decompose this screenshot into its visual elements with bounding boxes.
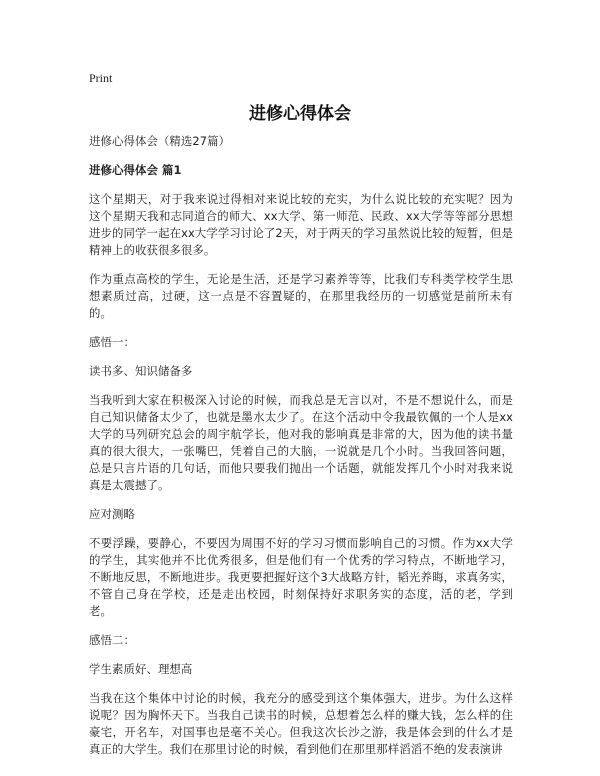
subtitle: 进修心得体会（精选27篇）	[89, 134, 231, 148]
section-heading: 进修心得体会 篇1	[89, 163, 182, 177]
paragraph: 应对测略	[89, 507, 135, 521]
paragraph: 当我听到大家在积极深入讨论的时候，而我总是无言以对，不是不想说什么，而是自己知识储备太少了，也就是墨水太少了。在这个活动中令我最钦佩的一个人是xx大学的马列研究总会的周宇航学长，他对我的影响真是非常的大，因为他的读书量真的很大很大，一张嘴巴，凭着自己的大脑，一说就是几个小时。当我回答问题，总是只言片语的几句话，而他只要我们抛出一个话题，就能发挥几个小时对我来说真是太震撼了。	[89, 393, 513, 492]
paragraph: 感悟一：	[89, 335, 135, 349]
paragraph: 感悟二：	[89, 633, 135, 647]
paragraph: 不要浮躁，要静心，不要因为周围不好的学习习惯而影响自己的习惯。作为xx大学的学生，其实他并不比优秀很多，但是他们有一个优秀的学习特点，不断地学习，不断地反思，不断地进步。我更要把握好这个3大战略方针，韬光养晦，求真务实，不管自己身在学校，还是走出校园，时刻保持好求职务实的态度，活的老，学到老。	[89, 536, 513, 618]
paragraph: 学生素质好、理想高	[89, 662, 193, 676]
document-body	[89, 133, 513, 770]
paragraph: 读书多、知识储备多	[89, 364, 193, 378]
paragraph: 当我在这个集体中讨论的时候，我充分的感受到这个集体强大，进步。为什么这样说呢？因为胸怀天下。当我自己读书的时候，总想着怎么样的赚大钱，怎么样的住豪宅，开名车，对国事也是毫不关心。但我这次长沙之游，我是体会到的什么才是真正的大学生。我们在那里讨论的时候，看到他们在那里那样滔滔不绝的发表演讲	[89, 691, 513, 756]
page-title: 进修心得体会	[249, 104, 351, 124]
paragraph: 这个星期天，对于我来说过得相对来说比较的充实，为什么说比较的充实呢？因为这个星期天我和志同道合的师大、xx大学、第一师范、民政、xx大学等等部分思想进步的同学一起在xx大学学习讨论了2天，对于两天的学习虽然说比较的短暂，但是精神上的收获很多很多。	[89, 192, 513, 257]
print-label[interactable]: Print	[89, 71, 113, 85]
paragraph: 作为重点高校的学生，无论是生活，还是学习素养等等，比我们专科类学校学生思想素质过高，过硬，这一点是不容置疑的，在那里我经历的一切感觉是前所未有的。	[89, 272, 513, 320]
